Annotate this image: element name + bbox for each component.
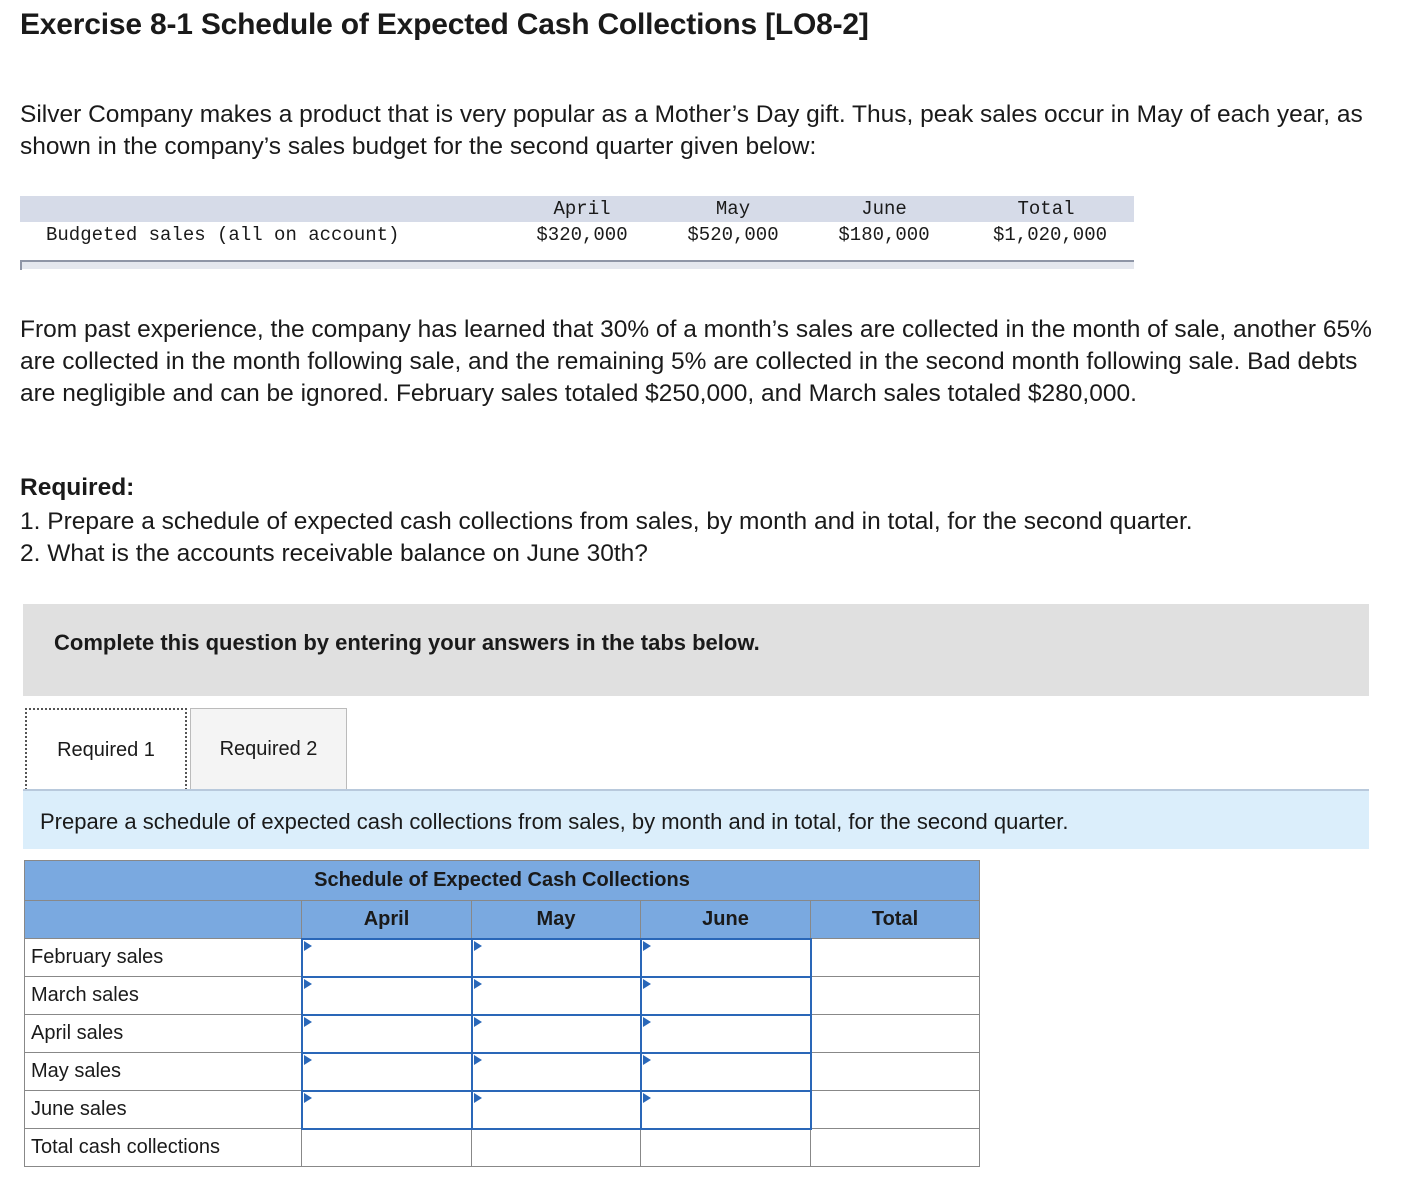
row-label-april: April sales <box>25 1015 302 1053</box>
table-row <box>25 977 980 1015</box>
feb-june-input[interactable] <box>642 940 810 976</box>
budget-value-april: $320,000 <box>536 224 628 246</box>
row-label-march: March sales <box>25 977 302 1015</box>
row-label-june: June sales <box>25 1091 302 1129</box>
mar-total-cell <box>811 977 980 1015</box>
input-cell[interactable] <box>302 1091 472 1129</box>
apr-april-input[interactable] <box>303 1016 471 1052</box>
schedule-title: Schedule of Expected Cash Collections <box>25 861 980 901</box>
apr-june-input[interactable] <box>642 1016 810 1052</box>
jun-april-input[interactable] <box>303 1092 471 1128</box>
total-june-cell <box>641 1129 811 1167</box>
feb-april-input[interactable] <box>303 940 471 976</box>
table-row <box>25 1091 980 1129</box>
prompt-banner <box>23 791 1369 849</box>
schedule-corner <box>25 901 302 939</box>
input-cell[interactable] <box>472 1091 641 1129</box>
input-cell[interactable] <box>472 977 641 1015</box>
schedule-col-may: May <box>472 901 641 939</box>
budget-left-edge <box>20 260 22 270</box>
feb-total-cell <box>811 939 980 977</box>
input-cell[interactable] <box>472 1015 641 1053</box>
input-cell[interactable] <box>472 939 641 977</box>
instruction-text: Complete this question by entering your answers in the tabs below. <box>54 630 760 655</box>
jun-may-input[interactable] <box>473 1092 640 1128</box>
total-april-cell <box>302 1129 472 1167</box>
input-cell[interactable] <box>641 977 811 1015</box>
may-april-input[interactable] <box>303 1054 471 1090</box>
may-total-cell <box>811 1053 980 1091</box>
apr-may-input[interactable] <box>473 1016 640 1052</box>
budget-value-total: $1,020,000 <box>992 224 1108 246</box>
input-cell[interactable] <box>302 1053 472 1091</box>
instruction-banner <box>23 604 1369 696</box>
input-cell[interactable] <box>641 1053 811 1091</box>
may-june-input[interactable] <box>642 1054 810 1090</box>
budget-bottom-rule <box>20 260 1134 269</box>
input-cell[interactable] <box>641 939 811 977</box>
required-heading: Required: <box>20 474 135 501</box>
input-cell[interactable] <box>302 939 472 977</box>
tab-required-1[interactable]: Required 1 <box>25 708 187 790</box>
required-item-1: 1. Prepare a schedule of expected cash collections from sales, by month and in total, for the second quarter. <box>20 508 1193 535</box>
exercise-title: Exercise 8-1 Schedule of Expected Cash Collections [LO8-2] <box>20 8 869 41</box>
schedule-col-june: June <box>641 901 811 939</box>
schedule-col-total: Total <box>811 901 980 939</box>
budget-col-april: April <box>553 198 611 220</box>
budget-col-total: Total <box>1017 198 1075 220</box>
total-total-cell <box>811 1129 980 1167</box>
required-item-2: 2. What is the accounts receivable balance on June 30th? <box>20 540 648 567</box>
row-label-total: Total cash collections <box>25 1129 302 1167</box>
apr-total-cell <box>811 1015 980 1053</box>
intro-paragraph: Silver Company makes a product that is very popular as a Mother’s Day gift. Thus, peak sales occur in May of each year, as shown in the company’s sales budget for the second quarter given below: <box>20 101 1363 160</box>
schedule-col-april: April <box>302 901 472 939</box>
mar-april-input[interactable] <box>303 978 471 1014</box>
row-label-february: February sales <box>25 939 302 977</box>
jun-june-input[interactable] <box>642 1092 810 1128</box>
table-row <box>25 1129 980 1167</box>
row-label-may: May sales <box>25 1053 302 1091</box>
prompt-text: Prepare a schedule of expected cash collections from sales, by month and in total, for the second quarter. <box>40 809 1069 834</box>
input-cell[interactable] <box>302 1015 472 1053</box>
tab-required-2[interactable]: Required 2 <box>190 708 347 790</box>
table-row <box>25 939 980 977</box>
feb-may-input[interactable] <box>473 940 640 976</box>
input-cell[interactable] <box>302 977 472 1015</box>
budget-value-may: $520,000 <box>687 224 779 246</box>
budget-col-may: May <box>715 198 751 220</box>
table-row <box>25 1015 980 1053</box>
input-cell[interactable] <box>641 1015 811 1053</box>
experience-paragraph: From past experience, the company has learned that 30% of a month’s sales are collected in the month of sale, another 65% are collected in the month following sale, and the remaining 5% are collected in the second month following sale. Bad debts are negligible and can be ignored. February sales totaled $250,000, and March sales totaled $280,000. <box>20 316 1372 407</box>
budget-col-june: June <box>861 198 907 220</box>
cash-collections-schedule <box>24 860 980 1167</box>
may-may-input[interactable] <box>473 1054 640 1090</box>
jun-total-cell <box>811 1091 980 1129</box>
mar-may-input[interactable] <box>473 978 640 1014</box>
sales-budget-table <box>20 196 1134 270</box>
budget-value-june: $180,000 <box>838 224 930 246</box>
table-row <box>25 1053 980 1091</box>
input-cell[interactable] <box>641 1091 811 1129</box>
budget-row-label: Budgeted sales (all on account) <box>46 224 400 246</box>
mar-june-input[interactable] <box>642 978 810 1014</box>
total-may-cell <box>472 1129 641 1167</box>
input-cell[interactable] <box>472 1053 641 1091</box>
